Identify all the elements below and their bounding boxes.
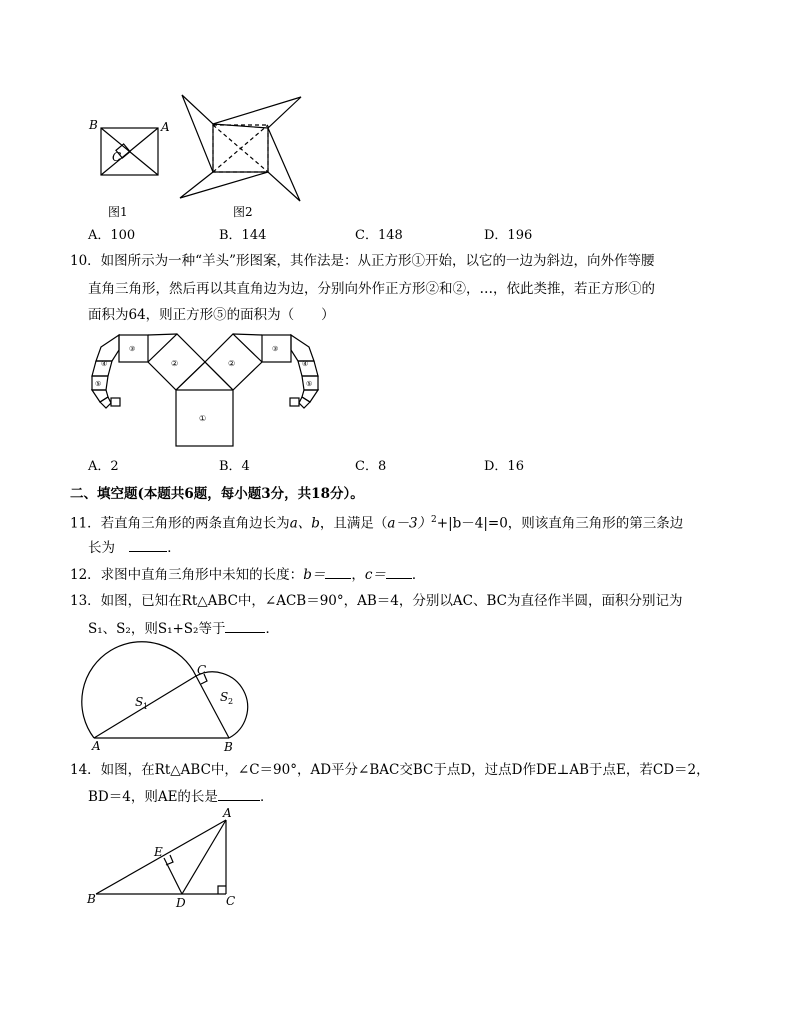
q10-option-a: A．2	[88, 459, 119, 474]
q10-label-square3-left: ③	[129, 345, 136, 353]
q13-label-s2-sub: 2	[228, 697, 234, 706]
fig2-caption: 图2	[233, 205, 253, 219]
q10-label-square2-left: ②	[171, 359, 179, 368]
q10-label-square3-right: ③	[272, 345, 279, 353]
q10-label-square5-left: ⑤	[95, 380, 102, 388]
q13-line2-text: S₁、S₂，则S₁+S₂等于	[88, 621, 226, 637]
q10-option-c: C．8	[355, 459, 387, 474]
q10-option-d: D．16	[484, 459, 524, 474]
q11-line2: 长为 ．	[88, 537, 181, 558]
fig1-caption: 图1	[108, 205, 128, 219]
q14-line2-end: ．	[259, 789, 274, 805]
q9-option-c: C．148	[355, 228, 403, 243]
q10-line3: 面积为64，则正方形⑤的面积为（ ）	[88, 307, 335, 323]
q11-line2-text: 长为	[88, 540, 115, 556]
q14-label-d: D	[176, 896, 186, 910]
q9-option-b: B．144	[219, 228, 267, 243]
q11-text-post: +|b－4|=0，则该直角三角形的第三条边	[436, 515, 684, 532]
q10-option-b: B．4	[219, 459, 250, 474]
q13-label-a: A	[92, 739, 101, 753]
q10-line2: 直角三角形，然后再以其直角边为边，分别向外作正方形②和②，…，依此类推，若正方形①的	[88, 281, 655, 297]
q14-label-b: B	[87, 892, 96, 906]
q13-line2-end: ．	[265, 621, 279, 637]
q10-label-square5-right: ⑤	[306, 380, 313, 388]
q13-label-c: C	[197, 663, 207, 677]
q12-c-label: c＝	[364, 567, 386, 583]
q13-line1: 13．如图，已知在Rt△ABC中，∠ACB＝90°，AB＝4，分别以AC、BC为直径作半圆，面积分别记为	[70, 593, 683, 609]
q10-line1: 10．如图所示为一种“羊头”形图案，其作法是：从正方形①开始，以它的一边为斜边，向外作等腰	[70, 253, 655, 269]
q10-label-square4-right: ④	[302, 360, 309, 368]
q11-text-pre: 11．若直角三角形的两条直角边长为	[70, 515, 290, 532]
q10-label-square1: ①	[199, 414, 207, 423]
q11-expr: a－3）	[387, 515, 432, 532]
q13-label-s2: S	[220, 690, 229, 704]
q12-sep: ，	[351, 567, 365, 583]
q14-label-a: A	[223, 806, 232, 820]
q11-vars: a、b	[289, 515, 320, 532]
q10-label-square4-left: ④	[101, 360, 108, 368]
fig1-label-c: C	[112, 150, 122, 164]
q9-option-a: A．100	[88, 228, 136, 243]
fig1-label-b: B	[89, 118, 98, 132]
q10-label-square2-right: ②	[228, 359, 236, 368]
q14-line2-text: BD＝4，则AE的长是	[88, 789, 218, 805]
q12-b-label: b＝	[303, 567, 326, 583]
q14-line1: 14．如图，在Rt△ABC中，∠C＝90°，AD平分∠BAC交BC于点D，过点D作DE⊥AB于点E，若CD＝2，	[70, 762, 710, 778]
q14-label-e: E	[154, 845, 163, 859]
q13-label-s1: S	[135, 695, 144, 709]
section2-title: 二、填空题(本题共6题，每小题3分，共18分）。	[70, 486, 364, 502]
q13-label-s1-sub: 1	[143, 702, 149, 711]
q9-option-d: D．196	[484, 228, 533, 243]
fig1-label-a: A	[161, 120, 170, 134]
q11-text-mid: ，且满足（	[319, 515, 388, 532]
q12-text: 12．求图中直角三角形中未知的长度：	[70, 567, 304, 583]
q11-exponent: 2	[431, 515, 437, 525]
q12-end: ．	[411, 567, 426, 583]
q13-label-b: B	[224, 740, 233, 754]
q14-label-c: C	[226, 894, 236, 908]
